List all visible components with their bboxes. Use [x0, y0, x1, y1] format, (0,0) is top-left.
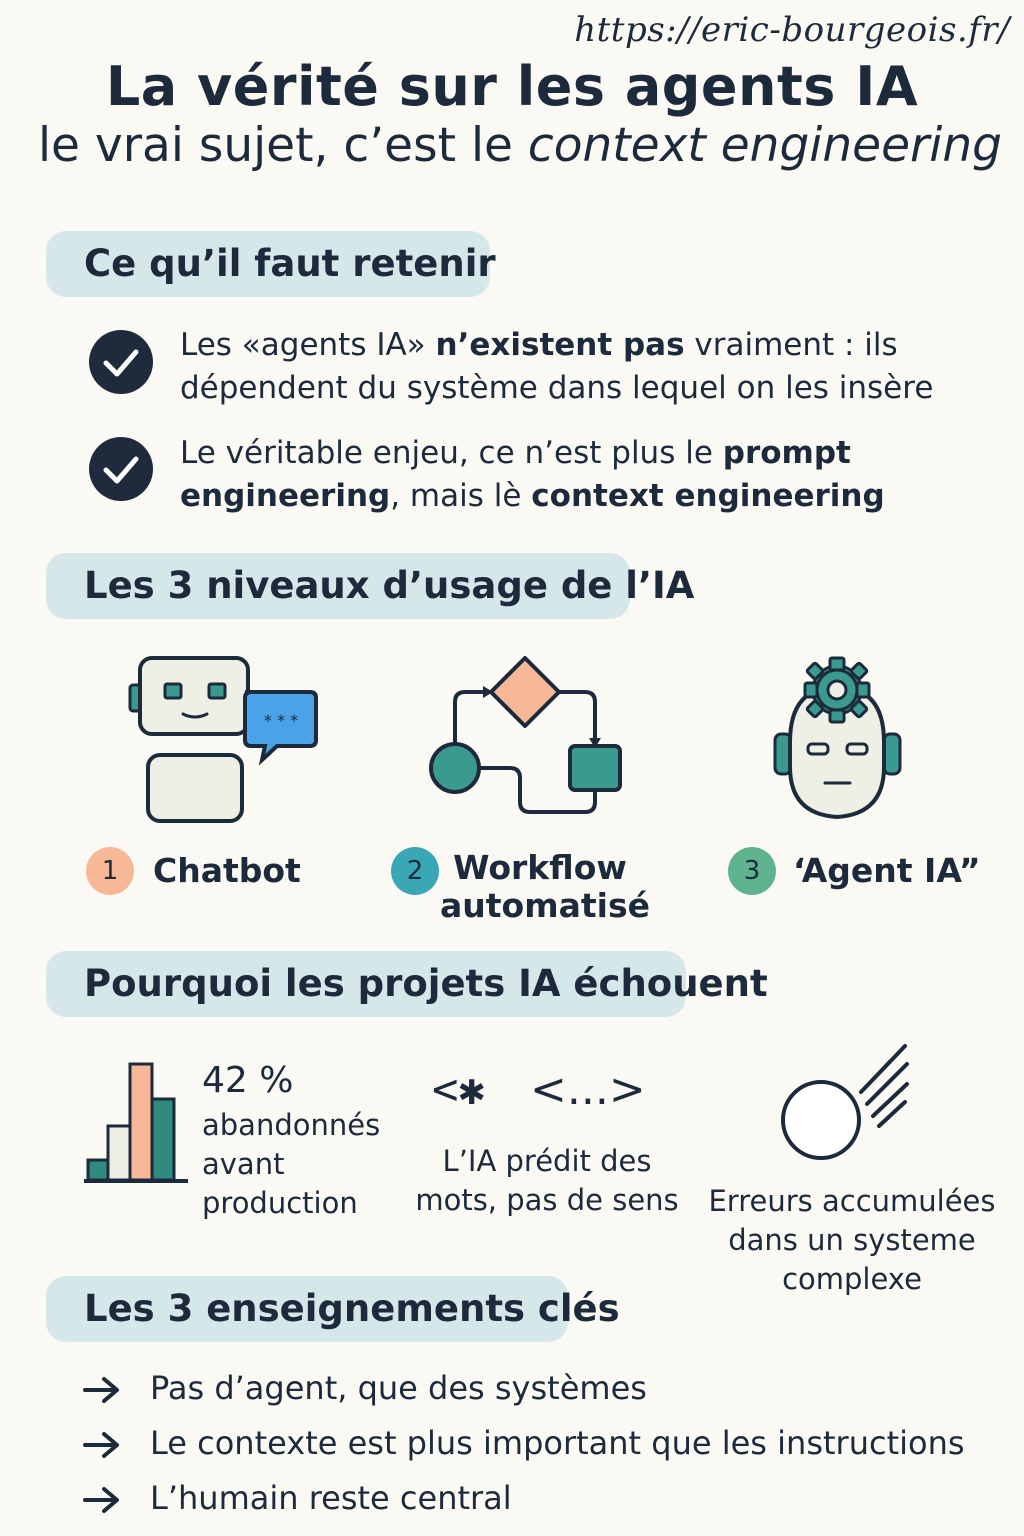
- errors-text: [700, 1182, 1004, 1299]
- subtitle-emphasis: context engineering: [527, 118, 1002, 173]
- stat-line-1: abandonnés: [202, 1108, 381, 1142]
- lesson-3: L’humain reste central: [150, 1479, 512, 1517]
- level-number-1: 1: [86, 847, 134, 895]
- arrow-right-icon: [82, 1375, 122, 1405]
- falling-ball-icon: [775, 1040, 915, 1165]
- key-point-2-text: Le véritable enjeu, ce n’est plus le: [180, 435, 723, 471]
- subtitle-lead: le vrai sujet, c’est le: [37, 118, 528, 173]
- level-label-chatbot: Chatbot: [153, 851, 301, 890]
- level-number-3: 3: [728, 847, 776, 895]
- level-label-agent: ‘Agent IA”: [793, 851, 981, 890]
- level-label-workflow-line2: automatisé: [440, 886, 650, 925]
- page-title: La vérité sur les agents IA: [105, 55, 919, 118]
- workflow-icon: [425, 652, 630, 822]
- key-point-1-line2: dépendent du système dans lequel on les insère: [180, 370, 934, 406]
- section-heading-enseignements: Les 3 enseignements clés: [46, 1276, 568, 1342]
- list-item: [82, 1366, 647, 1410]
- predict-line-1: L’IA prédit des: [442, 1144, 652, 1178]
- key-point-2-bold2: engineering: [180, 478, 391, 514]
- lesson-1: Pas d’agent, que des systèmes: [150, 1369, 647, 1407]
- key-point-2-bold: prompt: [722, 435, 851, 471]
- level-number-2: 2: [391, 847, 439, 895]
- key-point-2-mid: , mais lè: [390, 478, 532, 514]
- bar-chart-icon: [82, 1060, 192, 1185]
- key-point-2: [180, 432, 885, 518]
- section-heading-echec: Pourquoi les projets IA échouent: [46, 951, 686, 1017]
- arrow-right-icon: [82, 1430, 122, 1460]
- section-heading-retenir: Ce qu’il faut retenir: [46, 231, 490, 297]
- page-subtitle: [0, 118, 1024, 173]
- check-icon: [89, 330, 153, 394]
- agent-head-gear-icon: [770, 652, 905, 822]
- key-point-1-text: Les «agents IA»: [180, 327, 436, 363]
- lesson-2: Le contexte est plus important que les instructions: [150, 1424, 965, 1462]
- errors-line-1: Erreurs accumulées: [708, 1184, 996, 1218]
- errors-line-2: dans un systeme: [728, 1223, 976, 1257]
- section-heading-niveaux: Les 3 niveaux d’usage de l’IA: [46, 553, 630, 619]
- stat-line-2: avant: [202, 1147, 285, 1181]
- level-label-workflow: [440, 848, 650, 925]
- key-point-1: [180, 324, 933, 410]
- list-item: [82, 1476, 512, 1520]
- stat-line-3: production: [202, 1186, 358, 1220]
- svg-text:* * *: * * *: [263, 711, 299, 730]
- list-item: [82, 1421, 965, 1465]
- key-point-1-text-end: vraiment : ils: [684, 327, 898, 363]
- predict-line-2: mots, pas de sens: [415, 1183, 679, 1217]
- site-url[interactable]: https://eric-bourgeois.fr/: [574, 10, 1010, 50]
- predict-text: [412, 1142, 682, 1220]
- arrow-right-icon: [82, 1485, 122, 1515]
- stat-description: [202, 1106, 380, 1223]
- check-icon: [89, 437, 153, 501]
- stat-value: 42 %: [202, 1060, 294, 1101]
- key-point-2-bold3: context engineering: [531, 478, 885, 514]
- errors-line-3: complexe: [782, 1262, 922, 1296]
- code-symbol-left: <✱: [432, 1064, 485, 1115]
- level-label-workflow-line1: Workflow: [453, 848, 627, 887]
- key-point-1-bold: n’existent pas: [435, 327, 685, 363]
- code-symbol-right: <...>: [530, 1064, 646, 1115]
- chatbot-robot-icon: [125, 650, 325, 830]
